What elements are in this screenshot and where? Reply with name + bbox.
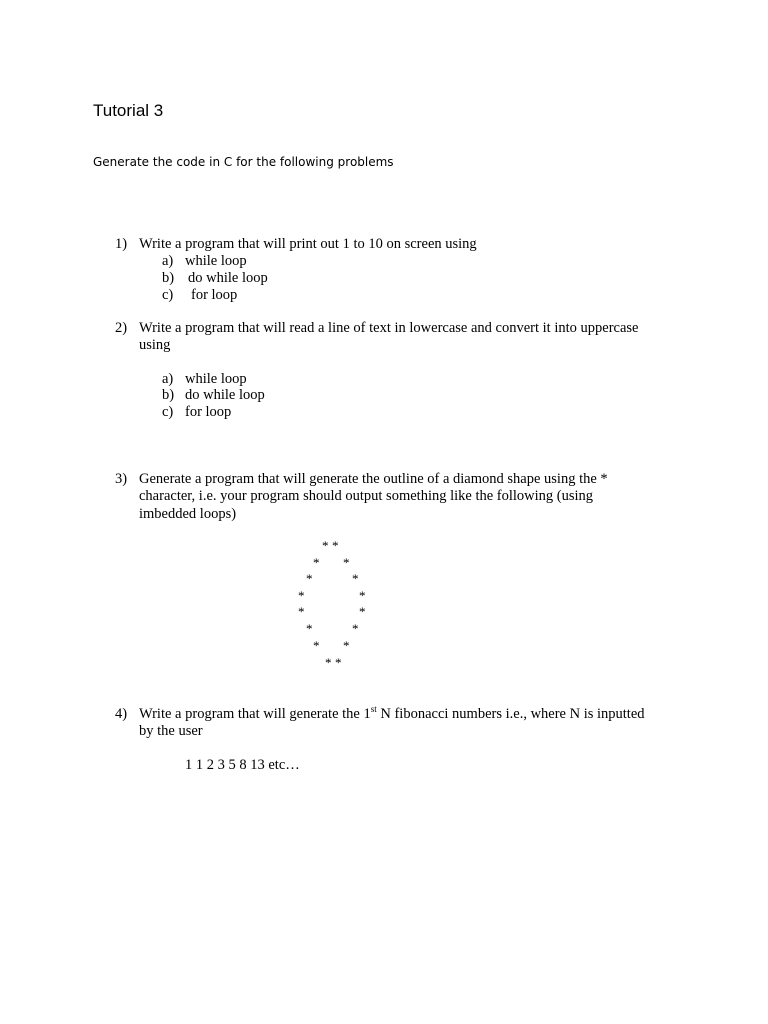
diamond-star: * bbox=[306, 621, 313, 636]
option-letter: a) bbox=[162, 371, 174, 387]
option-text: do while loop bbox=[185, 387, 265, 403]
question-number: 1) bbox=[115, 236, 128, 252]
option-text: for loop bbox=[185, 404, 232, 420]
option-letter: c) bbox=[162, 404, 174, 420]
diamond-star: * bbox=[359, 588, 366, 603]
question-number: 3) bbox=[115, 471, 128, 487]
question-text: Write a program that will read a line of text in lowercase and convert it into uppercase bbox=[139, 320, 639, 336]
diamond-star: * bbox=[335, 655, 342, 670]
diamond-star: * bbox=[325, 655, 332, 670]
question-number: 2) bbox=[115, 320, 128, 336]
diamond-star: * bbox=[298, 604, 305, 619]
option-text: while loop bbox=[185, 253, 247, 269]
diamond-star: * bbox=[332, 538, 339, 553]
option-text: while loop bbox=[185, 371, 247, 387]
fibonacci-example: 1 1 2 3 5 8 13 etc… bbox=[185, 757, 300, 773]
question-text-end: N fibonacci numbers i.e., where N is inputted bbox=[376, 706, 645, 722]
question-text bbox=[139, 706, 699, 723]
option-text: do while loop bbox=[188, 270, 268, 286]
question-text-start: Write a program that will generate the 1 bbox=[139, 706, 371, 722]
page-subtitle: Generate the code in C for the following problems bbox=[93, 155, 394, 169]
question-text: by the user bbox=[139, 723, 203, 739]
question-number: 4) bbox=[115, 706, 128, 722]
option-letter: c) bbox=[162, 287, 174, 303]
diamond-star: * bbox=[306, 571, 313, 586]
page-title: Tutorial 3 bbox=[93, 101, 164, 120]
diamond-star: * bbox=[313, 555, 320, 570]
diamond-star: * bbox=[322, 538, 329, 553]
option-letter: b) bbox=[162, 270, 175, 286]
option-letter: b) bbox=[162, 387, 175, 403]
diamond-star: * bbox=[352, 621, 359, 636]
question-text: Generate a program that will generate the outline of a diamond shape using the * bbox=[139, 471, 608, 487]
question-text: Write a program that will print out 1 to 10 on screen using bbox=[139, 236, 477, 252]
diamond-star: * bbox=[359, 604, 366, 619]
diamond-star: * bbox=[343, 555, 350, 570]
option-text: for loop bbox=[191, 287, 238, 303]
diamond-star: * bbox=[352, 571, 359, 586]
option-letter: a) bbox=[162, 253, 174, 269]
question-text: character, i.e. your program should output something like the following (using bbox=[139, 488, 594, 504]
question-text: imbedded loops) bbox=[139, 506, 237, 522]
ordinal-superscript: st bbox=[370, 704, 377, 715]
question-text: using bbox=[139, 337, 171, 353]
diamond-star: * bbox=[343, 638, 350, 653]
diamond-star: * bbox=[313, 638, 320, 653]
diamond-star: * bbox=[298, 588, 305, 603]
